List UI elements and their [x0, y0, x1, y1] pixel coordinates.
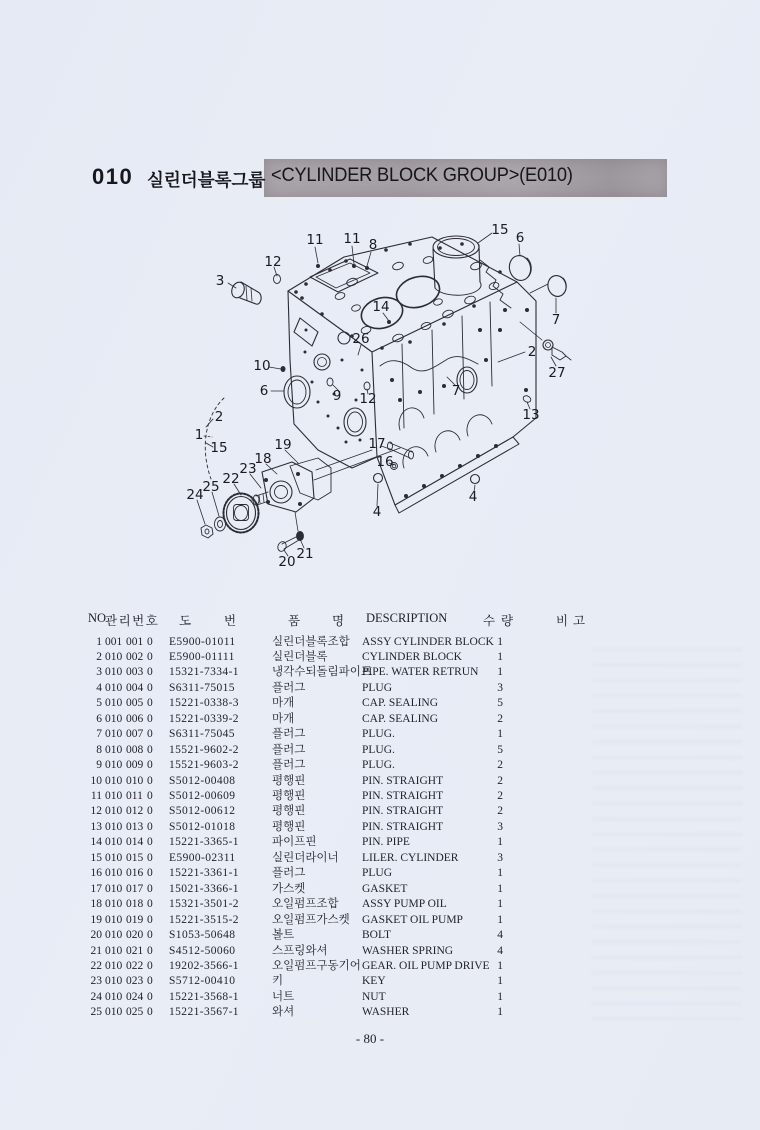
- diagram-callout-6: 6: [259, 383, 269, 399]
- cell-no: 13: [90, 820, 102, 833]
- o-ring-4-left: [374, 474, 383, 483]
- cell-admin-2: 015: [126, 851, 144, 864]
- cell-admin-3: 0: [147, 929, 153, 942]
- cell-qty: 1: [497, 1006, 503, 1019]
- cell-description: WASHER: [362, 1006, 410, 1019]
- cell-admin-2: 008: [126, 743, 144, 756]
- cell-description: PIPE. WATER RETRUN: [362, 666, 479, 679]
- cell-name-kr: 실린더블록: [272, 650, 328, 663]
- cell-part-no: S6311-75045: [169, 728, 235, 741]
- section-title-english: <CYLINDER BLOCK GROUP>(E010): [271, 165, 573, 186]
- cell-admin-2: 006: [126, 712, 144, 725]
- cell-admin-2: 013: [126, 820, 144, 833]
- cell-description: PLUG: [362, 867, 393, 880]
- cell-no: 7: [96, 728, 102, 741]
- diagram-callout-14: 14: [372, 299, 390, 315]
- assembly-lines: [295, 284, 548, 531]
- diagram-callout-22: 22: [222, 471, 240, 487]
- cell-name-kr: 오일펌프조합: [272, 898, 339, 911]
- cell-qty: 1: [497, 990, 503, 1003]
- cell-admin-2: 007: [126, 728, 144, 741]
- cell-no: 16: [90, 867, 102, 880]
- cell-description: ASSY PUMP OIL: [362, 898, 447, 911]
- pump-drive-gear-22: [224, 494, 259, 533]
- diagram-callout-6: 6: [515, 230, 525, 246]
- diagram-callout-7: 7: [551, 312, 561, 328]
- cell-name-kr: 평행핀: [272, 805, 306, 818]
- cell-no: 22: [90, 959, 102, 972]
- cell-part-no: E5900-01011: [169, 635, 236, 648]
- cell-admin-3: 0: [147, 774, 153, 787]
- cell-name-kr: 실린더블록조합: [272, 635, 350, 648]
- cell-description: PIN. STRAIGHT: [362, 790, 444, 802]
- cell-part-no: S5712-00410: [169, 975, 236, 988]
- cell-no: 4: [96, 681, 102, 694]
- cell-admin-1: 010: [105, 728, 123, 741]
- cell-admin-1: 010: [105, 944, 123, 957]
- cell-admin-2: 011: [126, 790, 143, 802]
- cell-qty: 4: [497, 929, 503, 942]
- cell-admin-3: 0: [147, 790, 153, 802]
- cell-description: PLUG.: [362, 759, 395, 772]
- cell-description: GASKET: [362, 882, 408, 895]
- diagram-callout-21: 21: [296, 546, 314, 562]
- cell-description: BOLT: [362, 929, 391, 942]
- cell-admin-2: 014: [126, 836, 144, 849]
- cell-name-kr: 플러그: [272, 681, 306, 694]
- cell-admin-2: 022: [126, 959, 144, 972]
- cell-admin-2: 002: [126, 650, 144, 663]
- cell-part-no: 15221-3515-2: [169, 913, 239, 926]
- cell-name-kr: 냉각수되돌림파이프: [272, 666, 372, 679]
- cell-part-no: 15221-3361-1: [169, 867, 239, 880]
- cell-no: 15: [90, 851, 102, 864]
- cell-part-no: 15221-3568-1: [169, 990, 239, 1003]
- diagram-callout-18: 18: [254, 451, 272, 467]
- diagram-callout-3: 3: [215, 273, 225, 289]
- header-cell: 명: [332, 614, 345, 628]
- cell-qty: 5: [497, 697, 503, 710]
- cell-no: 3: [96, 666, 102, 679]
- page-bleed-through: [592, 648, 742, 1020]
- cell-qty: 2: [497, 790, 503, 802]
- cell-admin-3: 0: [147, 944, 153, 957]
- cell-name-kr: 평행핀: [272, 820, 306, 833]
- diagram-callout-26: 26: [352, 331, 370, 347]
- cell-admin-1: 010: [105, 666, 123, 679]
- cell-admin-3: 0: [147, 681, 153, 694]
- cell-admin-1: 010: [105, 851, 123, 864]
- cell-admin-1: 010: [105, 975, 123, 988]
- cell-admin-3: 0: [147, 1006, 153, 1019]
- cell-description: GEAR. OIL PUMP DRIVE: [362, 959, 490, 972]
- diagram-callout-23: 23: [239, 461, 257, 477]
- diagram-callout-25: 25: [202, 479, 220, 495]
- cell-qty: 1: [497, 836, 503, 849]
- cell-qty: 1: [497, 635, 503, 648]
- cell-admin-3: 0: [147, 666, 153, 679]
- cell-description: WASHER SPRING: [362, 944, 454, 957]
- cell-admin-3: 0: [147, 836, 153, 849]
- cell-admin-3: 0: [147, 712, 153, 725]
- cell-admin-1: 010: [105, 1006, 123, 1019]
- cell-admin-1: 010: [105, 913, 123, 926]
- cell-admin-1: 010: [105, 774, 123, 787]
- cell-admin-3: 0: [147, 697, 153, 710]
- cell-name-kr: 플러그: [272, 728, 306, 741]
- cell-admin-2: 018: [126, 898, 144, 911]
- cell-no: 5: [96, 697, 102, 710]
- cell-name-kr: 가스켓: [272, 882, 306, 895]
- cell-admin-3: 0: [147, 959, 153, 972]
- cell-admin-3: 0: [147, 990, 153, 1003]
- cell-admin-2: 012: [126, 805, 144, 818]
- cell-admin-3: 0: [147, 635, 153, 648]
- header-cell: 수: [483, 614, 496, 628]
- cell-admin-1: 010: [105, 759, 123, 772]
- cell-admin-1: 010: [105, 867, 123, 880]
- cell-admin-3: 0: [147, 650, 153, 663]
- diagram-callout-2: 2: [214, 409, 224, 425]
- cell-qty: 4: [497, 944, 503, 957]
- cell-name-kr: 플러그: [272, 759, 306, 772]
- diagram-callout-19: 19: [274, 437, 292, 453]
- cell-admin-3: 0: [147, 759, 153, 772]
- cell-name-kr: 마개: [272, 697, 295, 710]
- cell-qty: 2: [497, 805, 503, 818]
- cell-description: PLUG: [362, 681, 393, 694]
- cell-qty: 2: [497, 759, 503, 772]
- cell-part-no: 15221-0338-3: [169, 697, 239, 710]
- cell-description: CYLINDER BLOCK: [362, 650, 462, 663]
- cell-description: PLUG.: [362, 743, 395, 756]
- cell-no: 23: [90, 975, 102, 988]
- diagram-callout-16: 16: [376, 454, 394, 470]
- header-cell: 관리번호: [105, 614, 160, 628]
- cell-part-no: S5012-00408: [169, 774, 236, 787]
- cell-admin-2: 025: [126, 1006, 144, 1019]
- cell-name-kr: 스프링와셔: [272, 944, 328, 957]
- cell-part-no: S5012-01018: [169, 820, 236, 833]
- cell-name-kr: 너트: [272, 990, 295, 1003]
- cell-part-no: 15521-9602-2: [169, 743, 239, 756]
- cell-part-no: S5012-00612: [169, 805, 236, 818]
- cell-part-no: E5900-02311: [169, 851, 236, 864]
- header-cell: 번: [224, 614, 237, 628]
- cell-description: KEY: [362, 975, 386, 988]
- section-code: 010: [92, 164, 134, 189]
- cell-no: 25: [90, 1006, 102, 1019]
- diagram-callout-11: 11: [306, 232, 324, 248]
- cell-no: 8: [96, 743, 102, 756]
- spring-washer-25: [215, 517, 226, 531]
- cell-name-kr: 플러그: [272, 867, 306, 880]
- diagram-callout-10: 10: [253, 358, 271, 374]
- diagram-callout-11: 11: [343, 231, 361, 247]
- cell-no: 1: [96, 635, 102, 648]
- cell-name-kr: 평행핀: [272, 774, 306, 787]
- cell-admin-1: 010: [105, 712, 123, 725]
- cell-no: 17: [90, 882, 102, 895]
- cell-admin-3: 0: [147, 898, 153, 911]
- cell-description: CAP. SEALING: [362, 712, 439, 725]
- cell-qty: 1: [497, 666, 503, 679]
- diagram-callout-27: 27: [548, 365, 566, 381]
- cell-admin-1: 010: [105, 898, 123, 911]
- cell-part-no: E5900-01111: [169, 650, 235, 663]
- cell-name-kr: 오일펌프구동기어: [272, 959, 361, 972]
- cell-name-kr: 플러그: [272, 743, 306, 756]
- cell-admin-3: 0: [147, 975, 153, 988]
- cell-description: GASKET OIL PUMP: [362, 913, 463, 926]
- diagram-callout-20: 20: [278, 554, 296, 570]
- cell-no: 10: [90, 774, 102, 787]
- cell-admin-2: 017: [126, 882, 144, 895]
- cell-qty: 5: [497, 743, 503, 756]
- header-cell: NO: [88, 611, 107, 625]
- cell-description: LILER. CYLINDER: [362, 851, 459, 864]
- header-cell: 도: [179, 614, 192, 628]
- cell-description: PIN. STRAIGHT: [362, 820, 444, 833]
- diagram-callout-17: 17: [368, 436, 386, 452]
- cell-part-no: 15021-3366-1: [169, 882, 239, 895]
- cell-admin-1: 010: [105, 820, 123, 833]
- cell-description: PLUG.: [362, 728, 395, 741]
- diagram-callout-9: 9: [332, 388, 342, 404]
- cell-name-kr: 평행핀: [272, 790, 306, 802]
- cell-admin-1: 010: [105, 743, 123, 756]
- cell-part-no: S1053-50648: [169, 929, 236, 942]
- cell-no: 11: [90, 790, 102, 802]
- cell-admin-1: 010: [105, 790, 123, 802]
- cell-qty: 2: [497, 774, 503, 787]
- cell-qty: 1: [497, 913, 503, 926]
- cell-admin-3: 0: [147, 913, 153, 926]
- cell-qty: 3: [497, 681, 503, 694]
- cell-no: 19: [90, 913, 102, 926]
- cell-part-no: 19202-3566-1: [169, 959, 239, 972]
- cell-admin-2: 004: [126, 681, 144, 694]
- cell-admin-3: 0: [147, 820, 153, 833]
- cylinder-liner: [433, 236, 481, 295]
- header-cell: 비: [556, 614, 569, 628]
- cell-no: 20: [90, 929, 102, 942]
- cell-admin-1: 010: [105, 681, 123, 694]
- diagram-callout-13: 13: [522, 407, 540, 423]
- cell-admin-3: 0: [147, 728, 153, 741]
- cell-qty: 1: [497, 959, 503, 972]
- cell-no: 2: [96, 650, 102, 663]
- cell-qty: 3: [497, 820, 503, 833]
- plug-top-left: [230, 280, 261, 304]
- cell-part-no: 15221-3567-1: [169, 1006, 239, 1019]
- cell-qty: 2: [497, 712, 503, 725]
- diagram-callout-8: 8: [368, 237, 378, 253]
- cell-admin-3: 0: [147, 805, 153, 818]
- nut-24: [201, 525, 213, 538]
- cell-description: ASSY CYLINDER BLOCK: [362, 635, 494, 648]
- diagram-callout-2: 2: [527, 344, 537, 360]
- cell-name-kr: 파이프핀: [272, 836, 317, 849]
- cell-admin-2: 001: [126, 635, 144, 648]
- cell-admin-3: 0: [147, 743, 153, 756]
- cell-description: PIN. PIPE: [362, 836, 410, 849]
- cell-admin-1: 010: [105, 959, 123, 972]
- diagram-callout-4: 4: [372, 504, 382, 520]
- cell-name-kr: 오일펌프가스켓: [272, 913, 350, 926]
- engine-block: [281, 237, 540, 513]
- plate-disc-right: [546, 274, 569, 299]
- cell-part-no: S4512-50060: [169, 944, 236, 957]
- diagram-callout-4: 4: [468, 489, 478, 505]
- cell-qty: 1: [497, 728, 503, 741]
- cell-admin-3: 0: [147, 882, 153, 895]
- page-number: - 80 -: [355, 1031, 385, 1046]
- cell-admin-1: 010: [105, 882, 123, 895]
- cell-admin-2: 010: [126, 774, 144, 787]
- cell-admin-1: 010: [105, 990, 123, 1003]
- cell-no: 9: [96, 759, 102, 772]
- cell-admin-2: 021: [126, 944, 144, 957]
- cell-name-kr: 와셔: [272, 1006, 295, 1019]
- cell-part-no: 15521-9603-2: [169, 759, 239, 772]
- cell-admin-1: 010: [105, 836, 123, 849]
- header-cell: 량: [501, 614, 514, 628]
- diagram-callout-15: 15: [210, 440, 228, 456]
- cell-admin-2: 003: [126, 666, 144, 679]
- cell-admin-3: 0: [147, 867, 153, 880]
- cell-no: 21: [90, 944, 102, 957]
- cell-qty: 1: [497, 882, 503, 895]
- cell-admin-2: 019: [126, 913, 144, 926]
- diagram-callout-24: 24: [186, 487, 204, 503]
- diagram-callout-1: 1: [194, 427, 204, 443]
- header-cell: DESCRIPTION: [366, 611, 448, 625]
- cell-admin-2: 005: [126, 697, 144, 710]
- sensor-switch-27: [543, 340, 571, 360]
- cell-qty: 1: [497, 975, 503, 988]
- cell-name-kr: 볼트: [272, 929, 295, 942]
- cell-admin-2: 016: [126, 867, 144, 880]
- section-title-korean: 실린더블록그룹: [147, 170, 266, 190]
- cell-qty: 1: [497, 898, 503, 911]
- cell-part-no: S5012-00609: [169, 790, 236, 802]
- cell-name-kr: 키: [272, 975, 284, 988]
- cell-qty: 3: [497, 851, 503, 864]
- diagram-callout-7: 7: [451, 383, 461, 399]
- cell-admin-2: 020: [126, 929, 144, 942]
- cell-part-no: 15221-0339-2: [169, 712, 239, 725]
- diagram-callout-15: 15: [491, 222, 509, 238]
- cell-no: 6: [96, 712, 102, 725]
- cell-qty: 1: [497, 867, 503, 880]
- header-cell: 품: [288, 614, 301, 628]
- cell-admin-1: 001: [105, 635, 123, 648]
- cell-admin-2: 024: [126, 990, 144, 1003]
- cell-name-kr: 마개: [272, 712, 295, 725]
- cell-admin-1: 010: [105, 650, 123, 663]
- cell-no: 24: [90, 990, 102, 1003]
- cell-description: PIN. STRAIGHT: [362, 805, 444, 818]
- cell-no: 18: [90, 898, 102, 911]
- cell-part-no: 15321-3501-2: [169, 898, 239, 911]
- cell-qty: 1: [497, 650, 503, 663]
- diagram-callout-12: 12: [264, 254, 282, 270]
- o-ring-4-right: [471, 475, 480, 484]
- cell-admin-2: 009: [126, 759, 144, 772]
- diagram-callout-12: 12: [359, 391, 377, 407]
- cell-admin-1: 010: [105, 929, 123, 942]
- cell-name-kr: 실린더라이너: [272, 851, 339, 864]
- cell-admin-1: 010: [105, 697, 123, 710]
- cell-description: CAP. SEALING: [362, 697, 439, 710]
- cell-no: 14: [90, 836, 102, 849]
- header-cell: 고: [573, 614, 586, 628]
- cell-admin-1: 010: [105, 805, 123, 818]
- cell-admin-2: 023: [126, 975, 144, 988]
- cell-part-no: 15221-3365-1: [169, 836, 239, 849]
- cell-description: PIN. STRAIGHT: [362, 774, 444, 787]
- cell-description: NUT: [362, 990, 386, 1003]
- cell-admin-3: 0: [147, 851, 153, 864]
- cell-part-no: 15321-7334-1: [169, 666, 239, 679]
- cell-part-no: S6311-75015: [169, 681, 235, 694]
- cell-no: 12: [90, 805, 102, 818]
